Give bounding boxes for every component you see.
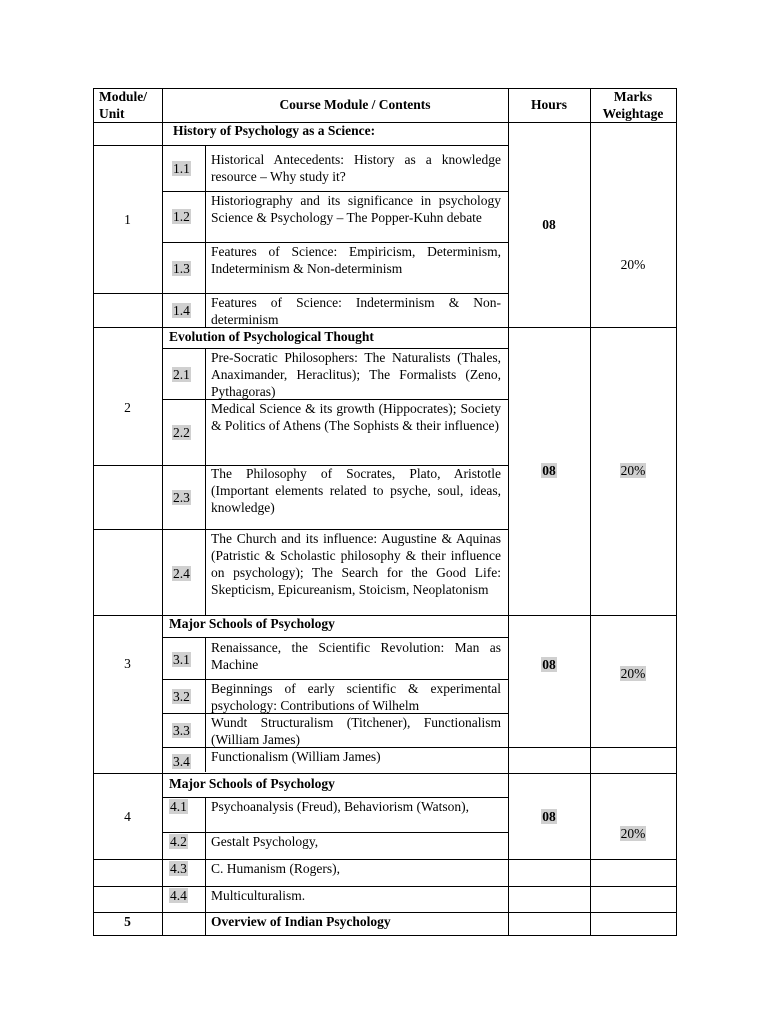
item-2-1-num bbox=[172, 366, 191, 383]
item-2-3-num-label: 2.3 bbox=[173, 490, 190, 505]
table-rule bbox=[93, 293, 162, 294]
item-4-3-num-label: 4.3 bbox=[170, 861, 187, 876]
table-bottom-border bbox=[93, 935, 676, 936]
item-1-2-text: Historiography and its significance in psychology Science & Psychology – The Popper-Kuhn debate bbox=[211, 193, 501, 225]
module-4-marks-label: 20% bbox=[620, 826, 646, 841]
num-column-rule bbox=[205, 348, 206, 615]
table-right-border bbox=[676, 88, 677, 936]
item-3-2-num-label: 3.2 bbox=[173, 689, 190, 704]
item-1-3-num bbox=[172, 260, 191, 277]
item-2-2-text: Medical Science & its growth (Hippocrates); Society & Politics of Athens (The Sophists & their influence) bbox=[211, 401, 501, 433]
item-1-1-text: Historical Antecedents: History as a knowledge resource – Why study it? bbox=[211, 152, 501, 184]
item-4-1-num bbox=[169, 798, 188, 815]
table-top-border bbox=[93, 88, 676, 89]
num-column-rule bbox=[205, 637, 206, 772]
item-3-4-num bbox=[172, 753, 191, 770]
item-1-3-text: Features of Science: Empiricism, Determinism, Indeterminism & Non-determinism bbox=[211, 244, 501, 276]
module-3-title: Major Schools of Psychology bbox=[169, 616, 335, 631]
header-contents: Course Module / Contents bbox=[279, 97, 431, 112]
item-3-2-num bbox=[172, 688, 191, 705]
table-rule bbox=[162, 637, 508, 638]
num-column-rule bbox=[205, 797, 206, 935]
item-1-3-num-label: 1.3 bbox=[173, 261, 190, 276]
module-2-marks-label: 20% bbox=[620, 463, 646, 478]
item-1-4-num bbox=[172, 302, 191, 319]
item-2-4-num-label: 2.4 bbox=[173, 566, 190, 581]
marks-column-rule bbox=[590, 88, 591, 936]
item-4-4-num bbox=[169, 887, 188, 904]
module-3-unit: 3 bbox=[124, 656, 131, 671]
module-4-hours-label: 08 bbox=[542, 809, 556, 824]
item-3-3-num-label: 3.3 bbox=[173, 723, 190, 738]
item-2-3-num bbox=[172, 489, 191, 506]
item-2-2-num bbox=[172, 424, 191, 441]
item-3-1-num bbox=[172, 651, 191, 668]
item-3-4-text: Functionalism (William James) bbox=[211, 749, 381, 764]
item-4-4-num-label: 4.4 bbox=[170, 888, 187, 903]
module-5-title: Overview of Indian Psychology bbox=[211, 914, 391, 929]
item-1-2-num bbox=[172, 208, 191, 225]
num-column-rule bbox=[205, 145, 206, 328]
item-2-1-text: Pre-Socratic Philosophers: The Naturalists (Thales, Anaximander, Heraclitus); The Formalists (Zeno, Pythagoras) bbox=[211, 350, 501, 399]
module-3-marks-label: 20% bbox=[620, 666, 646, 681]
header-module: Module/ Unit bbox=[99, 89, 148, 121]
module-1-unit: 1 bbox=[124, 212, 131, 227]
module-3-hours-label: 08 bbox=[542, 657, 556, 672]
item-4-1-num-label: 4.1 bbox=[170, 799, 187, 814]
item-2-1-num-label: 2.1 bbox=[173, 367, 190, 382]
module-2-hours bbox=[508, 462, 590, 479]
module-1-marks: 20% bbox=[620, 257, 646, 272]
item-2-3-text: The Philosophy of Socrates, Plato, Aristotle (Important elements related to psyche, soul, ideas, knowledge) bbox=[211, 466, 501, 515]
item-1-4-text: Features of Science: Indeterminism & Non-determinism bbox=[211, 295, 501, 327]
rule bbox=[162, 88, 163, 123]
item-3-4-num-label: 3.4 bbox=[173, 754, 190, 769]
module-4-title: Major Schools of Psychology bbox=[169, 776, 335, 791]
table-rule bbox=[93, 145, 508, 146]
table-rule bbox=[93, 773, 676, 774]
module-2-hours-label: 08 bbox=[542, 463, 556, 478]
module-2-unit: 2 bbox=[124, 400, 131, 415]
module-3-hours bbox=[508, 656, 590, 673]
module-1-hours: 08 bbox=[542, 217, 556, 232]
item-3-1-text: Renaissance, the Scientific Revolution: Man as Machine bbox=[211, 640, 501, 672]
item-2-4-text: The Church and its influence: Augustine & Aquinas (Patristic & Scholastic philosophy & their influence on psychology); The Search for the Good Life: Skepticism, Epicureanism, Stoicism, Neoplatonism bbox=[211, 531, 501, 597]
item-3-3-text: Wundt Structuralism (Titchener), Functionalism (William James) bbox=[211, 715, 501, 747]
item-1-2-num-label: 1.2 bbox=[173, 209, 190, 224]
module-5-unit: 5 bbox=[124, 914, 131, 929]
module-4-marks bbox=[590, 825, 676, 842]
item-4-4-text: Multiculturalism. bbox=[211, 888, 306, 903]
item-1-1-num-label: 1.1 bbox=[173, 161, 190, 176]
module-1-title: History of Psychology as a Science: bbox=[173, 123, 376, 138]
module-3-marks bbox=[590, 665, 676, 682]
item-1-1-num bbox=[172, 160, 191, 177]
item-4-3-num bbox=[169, 860, 188, 877]
module-4-hours bbox=[508, 808, 590, 825]
item-4-3-text: C. Humanism (Rogers), bbox=[211, 861, 340, 876]
module-4-unit: 4 bbox=[124, 809, 131, 824]
item-4-1-text: Psychoanalysis (Freud), Behaviorism (Watson), bbox=[211, 799, 469, 814]
item-4-2-num-label: 4.2 bbox=[170, 834, 187, 849]
header-marks: Marks Weightage bbox=[602, 89, 664, 121]
item-2-4-num bbox=[172, 565, 191, 582]
module-2-title: Evolution of Psychological Thought bbox=[169, 329, 374, 344]
module-2-marks bbox=[590, 462, 676, 479]
item-3-2-text: Beginnings of early scientific & experimental psychology: Contributions of Wilhelm bbox=[211, 681, 501, 713]
item-3-3-num bbox=[172, 722, 191, 739]
header-hours: Hours bbox=[530, 97, 567, 112]
item-4-2-text: Gestalt Psychology, bbox=[211, 834, 319, 849]
item-4-2-num bbox=[169, 833, 188, 850]
item-1-4-num-label: 1.4 bbox=[173, 303, 190, 318]
item-2-2-num-label: 2.2 bbox=[173, 425, 190, 440]
item-3-1-num-label: 3.1 bbox=[173, 652, 190, 667]
